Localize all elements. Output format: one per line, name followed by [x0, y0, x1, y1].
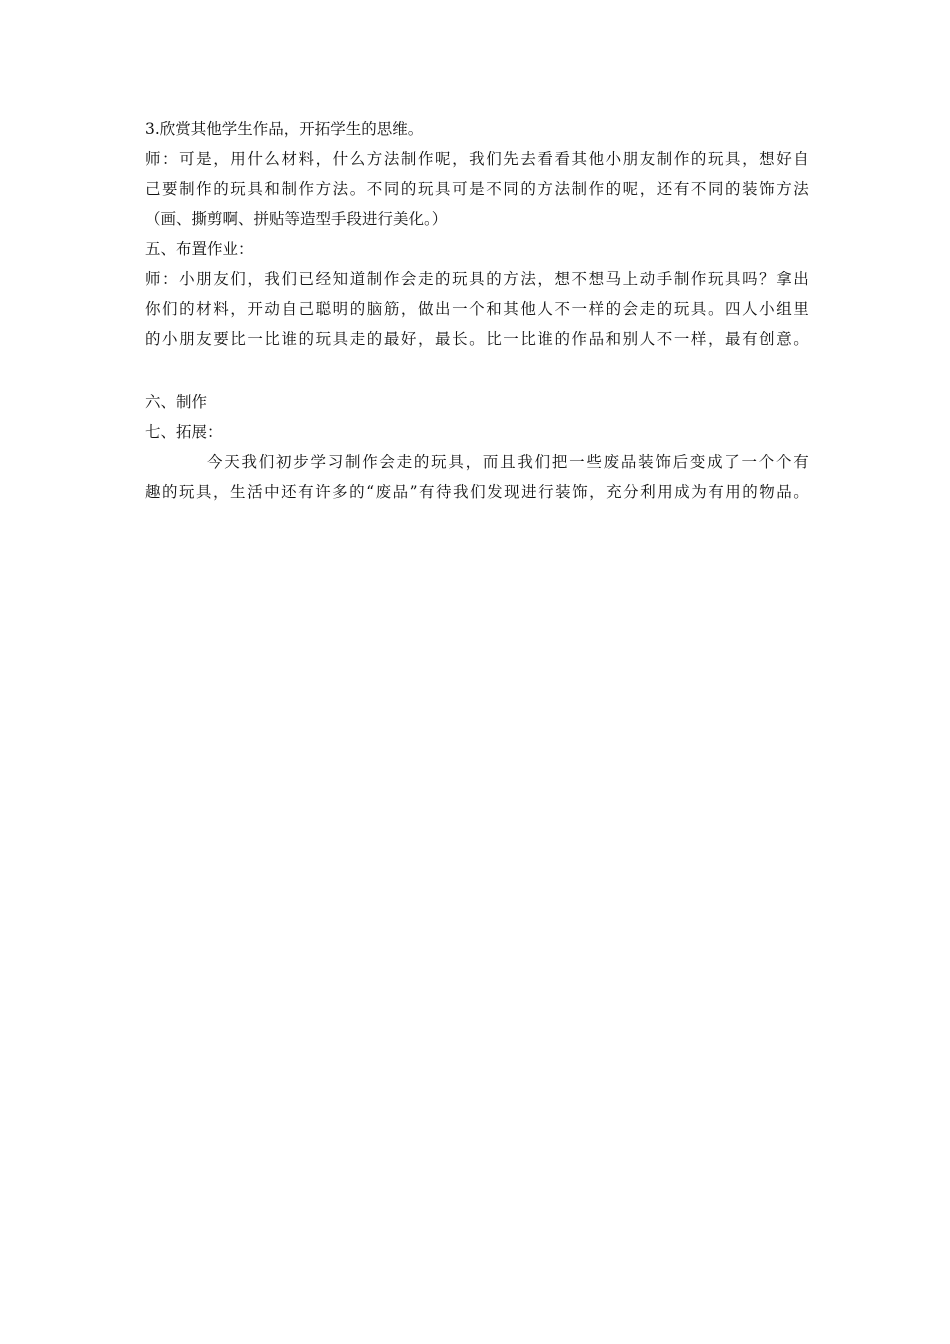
- paragraph-line: 师：小朋友们，我们已经知道制作会走的玩具的方法，想不想马上动手制作玩具吗？拿出: [145, 270, 809, 288]
- section-heading-making: 六、制作: [145, 393, 208, 411]
- section-heading-extension: 七、拓展：: [145, 423, 223, 441]
- paragraph-line: 你们的材料，开动自己聪明的脑筋，做出一个和其他人不一样的会走的玩具。四人小组里: [145, 300, 809, 318]
- section-heading-assignment: 五、布置作业：: [145, 240, 254, 258]
- paragraph-line: 趣的玩具，生活中还有许多的“废品”有待我们发现进行装饰，充分利用成为有用的物品。: [145, 483, 809, 501]
- document-body: [145, 116, 809, 506]
- teacher-paragraph-materials: [145, 146, 809, 233]
- teacher-paragraph-assignment: [145, 266, 809, 353]
- paragraph-line: 己要制作的玩具和制作方法。不同的玩具可是不同的方法制作的呢，还有不同的装饰方法: [145, 180, 809, 198]
- extension-paragraph: [145, 449, 809, 506]
- paragraph-line: 师：可是，用什么材料，什么方法制作呢，我们先去看看其他小朋友制作的玩具，想好自: [145, 150, 809, 168]
- paragraph-line: 今天我们初步学习制作会走的玩具，而且我们把一些废品装饰后变成了一个个有: [207, 453, 809, 471]
- paragraph-line: （画、撕剪啊、拼贴等造型手段进行美化。）: [145, 210, 448, 228]
- blank-line: [145, 353, 809, 389]
- list-item-3-heading: 3.欣赏其他学生作品，开拓学生的思维。: [145, 120, 424, 138]
- paragraph-line: 的小朋友要比一比谁的玩具走的最好，最长。比一比谁的作品和别人不一样，最有创意。: [145, 330, 809, 348]
